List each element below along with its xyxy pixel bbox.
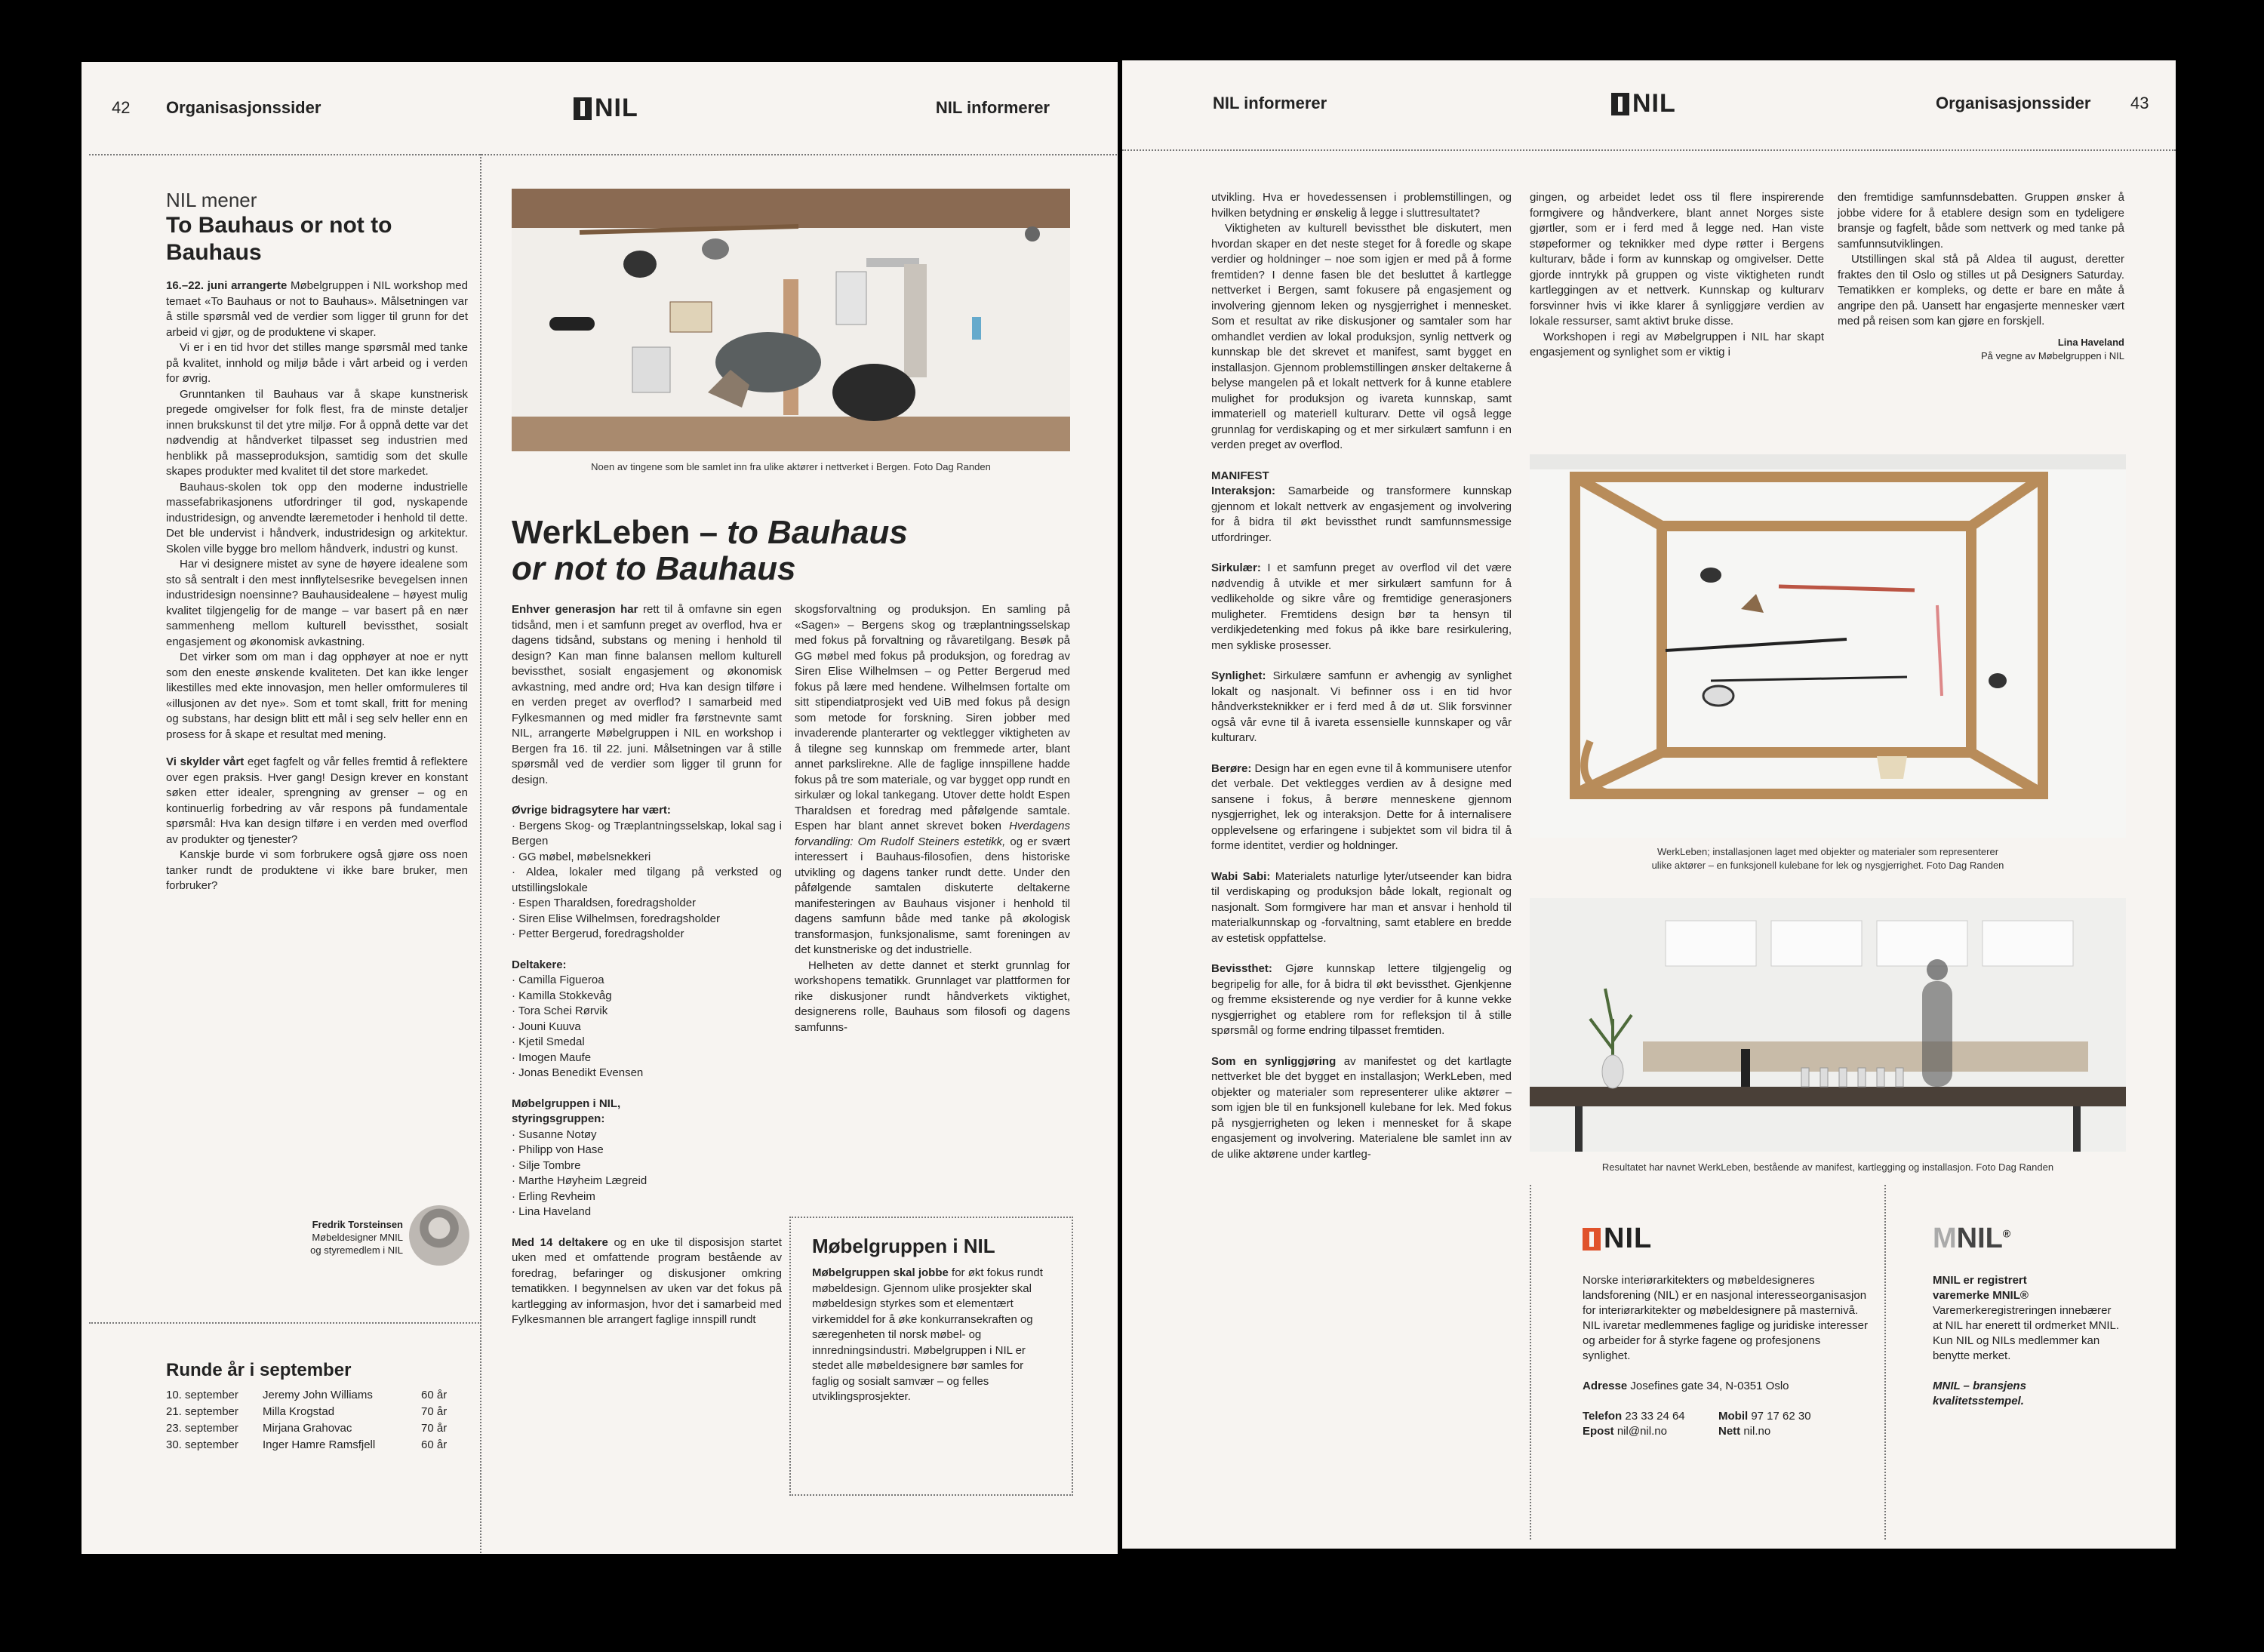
body-paragraph: gingen, og arbeidet ledet oss til flere inspirerende formgivere og håndverkere, blant annet Norges siste gjørtler, som er i ferd med å legge ned. Han viste støpeformer og teknikker med dype røtter i Bergens kulturarv, både i form av kunnskap og omgivelser. Dette gjorde inntrykk på gruppen og viste viktigheten rundt kartleggingen av et nettverk. Kunnskap og kulturarv forsvinner hvis vi ikke klarer å synliggjøre verdien av lokale ressurser, samt aktivt bruke disse. xyxy=(1530,191,1824,328)
birthday-name: Inger Hamre Ramsfjell xyxy=(263,1438,376,1451)
birthday-age: 60 år xyxy=(421,1389,448,1401)
birthday-divider xyxy=(89,1322,481,1324)
exhibition-illustration xyxy=(1530,898,2126,1152)
exhibition-photo xyxy=(1530,898,2126,1152)
nil-web[interactable]: Nett nil.no xyxy=(1718,1425,1771,1438)
birthday-age: 60 år xyxy=(421,1438,448,1451)
header-right: NIL informerer xyxy=(935,98,1050,117)
right-page xyxy=(1122,60,2176,1549)
list-item: · Petter Bergerud, foredragsholder xyxy=(512,928,684,940)
birthday-date: 30. september xyxy=(166,1438,238,1451)
list-item: · Imogen Maufe xyxy=(512,1051,592,1064)
mener-paragraph: Vi skylder vårt eget fagfelt og vår felles fremtid å reflektere over egen praksis. Hver gang! Design krever en konstant søken etter idealer, sprengning av grenser – og en kontinuerlig forbedring av vår respons på fundamentale spørsmål: Hva kan design tilføre i en verden med overflod av produkter og tjenester? xyxy=(166,755,468,846)
manifest-item: Interaksjon: Samarbeide og transformere kunnskap gjennom et lokalt nettverk av engasjement og involvering for å bidra til økt bevissthet rundt samfunnsmessige utfordringer. xyxy=(1211,485,1512,544)
list-item: · Siren Elise Wilhelmsen, foredragsholder xyxy=(512,912,720,925)
title-part: WerkLeben – xyxy=(512,514,727,551)
column-divider xyxy=(1530,1185,1531,1540)
participants-title: Deltakere: xyxy=(512,958,567,971)
page-number: 42 xyxy=(112,98,131,117)
author-avatar xyxy=(409,1205,469,1266)
nil-box-logo-icon xyxy=(1583,1228,1601,1251)
mener-paragraph: Har vi designere mistet av syne de høyere idealene som sto så sentralt i den mest innflytelsesrike bevegelsen innen industridesign noensinne? Bauhausidealene – høyest mulig kvalitet tilgjengelig for de mange – var basert på en nær sammenheng mellom kulturell bevissthet, sosialt engasjement og økonomisk avkastning. xyxy=(166,558,468,648)
caption-line: WerkLeben; installasjonen laget med objekter og materialer som representerer xyxy=(1656,846,1999,857)
mnil-title: MNIL er registrert xyxy=(1933,1274,2027,1287)
birthday-name: Milla Krogstad xyxy=(263,1405,335,1418)
nil-mener xyxy=(166,189,468,894)
nil-logo-icon xyxy=(574,97,592,120)
list-item: · Camilla Figueroa xyxy=(512,974,604,986)
header-divider xyxy=(89,154,1118,155)
birthday-row xyxy=(166,1387,468,1404)
mobelgruppen-box xyxy=(789,1217,1073,1496)
mnil-logo-m: M xyxy=(1933,1223,1957,1254)
list-item: · Jouni Kuuva xyxy=(512,1020,581,1033)
article-column-1 xyxy=(512,602,782,1328)
nil-info-box xyxy=(1583,1223,1869,1439)
caption-line: ulike aktører – en funksjonell kulebane for lek og nysgjerrighet. Foto Dag Randen xyxy=(1651,860,2004,871)
participants-list xyxy=(512,973,782,1081)
birthday-row xyxy=(166,1420,468,1437)
list-item: · Bergens Skog- og Træplantningsselskap, lokal sag i Bergen xyxy=(512,819,782,848)
page-number: 43 xyxy=(2130,94,2149,112)
nil-email[interactable]: Epost nil@nil.no xyxy=(1583,1425,1667,1438)
list-item: · Espen Tharaldsen, foredragsholder xyxy=(512,897,697,909)
body-paragraph: den fremtidige samfunnsdebatten. Gruppen ønsker å jobbe videre for å etablere design som en tydeligere bransje og fagfelt, både som nettverk og med tanke på samfunnsutviklingen. xyxy=(1838,191,2124,251)
list-item: · Philipp von Hase xyxy=(512,1143,604,1156)
mnil-slogan: MNIL – bransjens xyxy=(1933,1380,2026,1392)
header-left: NIL informerer xyxy=(1213,94,1327,112)
list-item: · Lina Haveland xyxy=(512,1205,592,1218)
header-divider xyxy=(1122,149,2176,151)
left-page xyxy=(82,62,1118,1554)
collected-items-photo xyxy=(512,189,1070,451)
list-item: · Tora Schei Rørvik xyxy=(512,1004,608,1017)
body-paragraph: skogsforvaltning og produksjon. En samling på «Sagen» – Bergens skog og træplantningsselskap med fokus på forvaltning og råvaretilgang. Besøk på GG møbel med fokus på produksjon, og foredrag av Siren Elise Wilhelmsen – og Petter Bergerud med fokus på lære med hendene. Wilhelmsen fortalte om sitt stipendiatprosjekt ved UiB med fokus på design som metode for forskning. Siren jobber med invaderende planterarter og vektlegger viktigheten av å tilegne seg kunnskap om fremmede arter, blant annet parkslirekne. Alle de faglige innspillene hadde fokus på tre som materiale, og var bygget opp rundt en sirkulær og lokal tankegang. Utover dette holdt Espen Tharaldsen et foredrag med påfølgende samtale. Espen har blant annet skrevet boken Hverdagens forvandling: Om Rudolf Steiners estetikk, og er svært interessert i Bauhaus-filosofien, dens historiske utvikling og dagens tanker rundt dette. Under den påfølgende samtalen diskuterte deltakerne manifesteringen av Bauhaus visjoner i henhold til dagens samfunn både med tanke på økologisk transformasjon, funksjonalisme, samt foreningen av det kunstneriske og det industrielle. xyxy=(795,603,1070,956)
author-role: Møbeldesigner MNIL xyxy=(312,1232,403,1243)
list-item: · Marthe Høyheim Lægreid xyxy=(512,1174,648,1187)
list-item: · Silje Tombre xyxy=(512,1158,581,1172)
birthdays xyxy=(166,1360,468,1454)
steering-title: Møbelgruppen i NIL, xyxy=(512,1097,621,1110)
items-illustration xyxy=(512,189,1070,451)
birthday-date: 10. september xyxy=(166,1389,238,1401)
author-name: Fredrik Torsteinsen xyxy=(312,1219,403,1230)
manifest-item: Sirkulær: I et samfunn preget av overflod vil det være nødvendig å utvikle et mer sirkulært samfunn for å vedlikeholde og sikre våre og fremtidige generasjoners muligheter. Fremtidens design bør ta hensyn til verdikjedetenking med fokus på ikke bare resirkulering, men sykliske prosesser. xyxy=(1211,561,1512,652)
manifest-list xyxy=(1211,484,1512,1039)
box-title: Møbelgruppen i NIL xyxy=(812,1235,995,1257)
intro-paragraph: Enhver generasjon har rett til å omfavne sin egen tidsånd, men i et samfunn preget av overflod, hva er dagens tidsånd, substans og mening i henhold til design? Kan man finne balansen mellom kulturell bevissthet, sosialt engasjement og økonomisk avkastning, med andre ord; Hva kan design tilføre i en verden preget av overflod? I samarbeid med Fylkesmannen og med midler fra førstnevnte samt NIL, arrangerte Møbelgruppen i NIL en workshop i Bergen fra 16. til 22. juni. Målsetningen var å stille spørsmål ved de verdier som ligger til grunn for design. xyxy=(512,603,782,786)
nil-logo xyxy=(574,94,638,123)
mener-body xyxy=(166,278,468,894)
body-paragraph: Utstillingen skal stå på Aldea til august, deretter fraktes den til Oslo og stilles ut på Designers Saturday. Tematikken er kompleks, og dette er bare en måte å angripe den på. Uansett har engasjerte mennesker vært med på reisen som kan gjøre en forskjell. xyxy=(1838,253,2124,328)
birthday-name: Jeremy John Williams xyxy=(263,1389,373,1401)
mener-title: To Bauhaus or not to Bauhaus xyxy=(166,213,392,265)
author-role: og styremedlem i NIL xyxy=(310,1244,403,1256)
mnil-logo-text: NIL xyxy=(1956,1223,2003,1254)
steering-title: styringsgruppen: xyxy=(512,1112,605,1125)
birthday-age: 70 år xyxy=(421,1422,448,1435)
steering-list xyxy=(512,1127,782,1220)
nil-phone: Telefon 23 33 24 64 xyxy=(1583,1410,1685,1423)
manifest-item: Berøre: Design har en egen evne til å kommunisere utenfor det verbale. Det vektlegges verdien av å designe med sansene i fokus, å berøre menneskene gjennom nysgjerrighet, lek og interaksjon. Dette for å internalisere opplevelsene og erfaringene i subjektet som vil bidra til å forme identitet, verdier og holdninger. xyxy=(1211,761,1512,852)
nil-logo-text: NIL xyxy=(1632,89,1676,118)
mener-paragraph: Bauhaus-skolen tok opp den moderne industrielle massefabrikasjonens utfordringer til god, nyskapende industridesign, og anvendte læremetoder i henhold til dette. Det ble undervist i håndverk, industridesign og arkitektur. Skolen ville bygge bro mellom håndverk, industri og kunst. xyxy=(166,480,468,555)
body-paragraph: Viktigheten av kulturell bevissthet ble diskutert, men hvordan skaper en det neste steget for å foredle og skape verdier og holdninger – noe som igjen er med på å forme fremtiden? I denne fasen ble det besluttet å kartlegge nettverket i Bergen, samt fokusere på engasjement og involvering gjennom leken og nysgjerrighet i mennesket. Som et resultat av rike diskusjoner og samtaler som har omhandlet verdien av lokal produksjon, synlig nettverk og kunnskap ble det skrevet et manifest, samt bygget en installasjon. Gjennom problemstillingen ønsker deltakerne å belyse mangelen på et lokalt nettverk for å kunne etablere mulighet for produksjon og ivareta kunnskap, samt immateriell og materiell kulturarv. Dette vil også legge grunnlag for verdiskaping og et mer sirkulært samfunn i en verden preget av overflod. xyxy=(1211,222,1512,451)
column-divider xyxy=(480,154,481,1554)
installation-caption xyxy=(1530,845,2126,872)
mener-paragraph: Vi er i en tid hvor det stilles mange spørsmål med tanke på kvalitet, innhold og miljø både i vårt arbeid og i verden for øvrig. xyxy=(166,341,468,385)
box-text: Møbelgruppen skal jobbe for økt fokus rundt møbeldesign. Gjennom ulike prosjekter skal møbeldesign styrkes som et elementært virkemiddel for å øke konkurransekraften og særegenheten til norsk møbel- og innredningsindustri. Møbelgruppen i NIL er stedet alle møbeldesignere bør samles for faglig og sosialt samvær – og felles utviklingsprosjekter. xyxy=(812,1266,1043,1403)
right-column-c xyxy=(1838,190,2124,363)
list-item: · Aldea, lokaler med tilgang på verksted og utstillingslokale xyxy=(512,866,782,894)
list-item: · Kjetil Smedal xyxy=(512,1035,585,1048)
nil-address: Adresse Josefines gate 34, N-0351 Oslo xyxy=(1583,1380,1789,1392)
manifest-title: MANIFEST xyxy=(1211,469,1269,482)
birthdays-title: Runde år i september xyxy=(166,1360,352,1380)
birthday-age: 70 år xyxy=(421,1405,448,1418)
mener-paragraph: Kanskje burde vi som forbrukere også gjøre oss noen tanker rundt de produktene vi ikke bare bruker, men forbruker? xyxy=(166,848,468,892)
right-column-a xyxy=(1211,190,1512,1162)
mener-author xyxy=(232,1218,403,1257)
list-item: · Erling Revheim xyxy=(512,1189,595,1203)
birthday-list xyxy=(166,1387,468,1454)
birthday-date: 21. september xyxy=(166,1405,238,1418)
mnil-title: varemerke MNIL® xyxy=(1933,1289,2029,1302)
contributors-title: Øvrige bidragsytere har vært: xyxy=(512,804,671,817)
list-item: · Susanne Notøy xyxy=(512,1127,597,1141)
section-label: Organisasjonssider xyxy=(1936,94,2091,112)
body-paragraph: utvikling. Hva er hovedessensen i problemstillingen, og hvilken betydning er ønskelig å legge i sluttresultatet? xyxy=(1211,191,1512,220)
nil-description: Norske interiørarkitekters og møbeldesigneres landsforening (NIL) er en nasjonal interesseorganisasjon for interiørarkitekter og møbeldesignere på masternivå. NIL ivaretar medlemmenes faglige og juridiske interesser og arbeider for å styrke fagene og profesjonens synlighet. xyxy=(1583,1274,1868,1362)
signature-name: Lina Haveland xyxy=(2057,336,2124,348)
body-paragraph: Helheten av dette dannet et sterkt grunnlag for workshopens tematikk. Grunnlaget var plattformen for rike diskusjoner rundt håndverkets viktighet, designerens rolle, Bauhaus som filosofi og dagens samfunns- xyxy=(795,958,1070,1034)
nil-logo-icon xyxy=(1611,93,1629,115)
nil-logo xyxy=(1611,89,1676,118)
manifest-item: Synlighet: Sirkulære samfunn er avhengig av synlighet lokalt og nasjonalt. Vi befinner oss i en tid hvor håndverksteknikker er i ferd med å dø ut. Slik forsvinner også vår evne til å ivareta essensielle kunnskaper og vår kulturarv. xyxy=(1211,669,1512,744)
mener-paragraph: Grunntanken til Bauhaus var å skape kunstnerisk pregede omgivelser for folk flest, fra de minste detaljer innen brukskunst til det ytre miljø. For å oppnå dette var det nødvendig at håndverket tilpasset seg industrien med henblikk på masseproduksjon, samtidig som det skulle skapes produkter med kvalitet til det store markedet. xyxy=(166,387,468,478)
column-divider xyxy=(1884,1185,1886,1540)
body-paragraph: Workshopen i regi av Møbelgruppen i NIL har skapt engasjement og synlighet som er viktig i xyxy=(1530,330,1824,358)
nil-box-logo-text: NIL xyxy=(1604,1223,1653,1254)
mnil-slogan: kvalitetsstempel. xyxy=(1933,1395,2024,1407)
contributors-list xyxy=(512,819,782,943)
nil-mobile: Mobil 97 17 62 30 xyxy=(1718,1410,1811,1423)
list-item: · Jonas Benedikt Evensen xyxy=(512,1066,644,1079)
exhibition-caption: Resultatet har navnet WerkLeben, bestående av manifest, kartlegging og installasjon. Foto Dag Randen xyxy=(1601,1161,2054,1173)
program-paragraph: Med 14 deltakere og en uke til disposisjon startet uken med et omfattende program bestående av foredrag, befaringer og diskusjoner omkring tematikken. I begynnelsen av uken var det fokus på kartlegging av informasjon, hvor det i samarbeid med Fylkesmannen ble arrangert faglige innspill rundt xyxy=(512,1235,782,1326)
body-paragraph: Som en synliggjøring av manifestet og det kartlagte nettverket ble det bygget en installasjon; WerkLeben, med objekter og materialer som representerer ulike aktører – som igjen ble til en funksjonell kulebane for lek. Med fokus på nysgjerrigheten og leken i mennesket for å skape engasjement og involvering. Materialene ble samlet inn av de ulike aktørene under kartleg- xyxy=(1211,1054,1512,1161)
article-title xyxy=(512,515,1040,587)
photo-caption: Noen av tingene som ble samlet inn fra ulike aktører i nettverket i Bergen. Foto Dag Randen xyxy=(591,461,991,472)
mnil-text: Varemerkeregistreringen innebærer at NIL har enerett til ordmerket MNIL. Kun NIL og NILs medlemmer kan benytte merket. xyxy=(1933,1304,2120,1362)
right-column-b xyxy=(1530,190,1824,361)
birthday-date: 23. september xyxy=(166,1422,238,1435)
section-label: Organisasjonssider xyxy=(166,98,321,117)
mener-paragraph: 16.–22. juni arrangerte Møbelgruppen i NIL workshop med temaet «To Bauhaus or not to Bauhaus». Målsetningen var å stille spørsmål ved de verdier som ligger til grunn for det arbeid vi gjør, og de produktene vi skaper. xyxy=(166,279,468,339)
list-item: · Kamilla Stokkevåg xyxy=(512,989,612,1002)
birthday-row xyxy=(166,1437,468,1454)
article-column-2 xyxy=(795,602,1070,1035)
title-part: or not to Bauhaus xyxy=(512,550,796,587)
installation-photo xyxy=(1530,454,2126,838)
birthday-row xyxy=(166,1404,468,1420)
manifest-item: Bevissthet: Gjøre kunnskap lettere tilgjengelig og begripelig for alle, for å bidra til økt bevissthet. Gjenkjenne og fremme eksisterende og nye verdier for å kunne vekke nysgjerrighet og etablere rom for refleksjon til å stille spørsmål og forme endring tilpasset fremtiden. xyxy=(1211,962,1512,1037)
birthday-name: Mirjana Grahovac xyxy=(263,1422,352,1435)
title-part: to Bauhaus xyxy=(727,514,908,551)
mener-paragraph: Det virker som om man i dag opphøyer at noe er nytt som den eneste ønskende kvaliteten. Det kan ikke lenger likestilles med ekte innovasjon, men heller omformuleres til «illusjonen av det nye». Som et tomt skall, fritt for mening og substans, har design blitt ett mål i seg selv heller enn en prosess for å skape et resultat med mening. xyxy=(166,651,468,741)
manifest-item: Wabi Sabi: Materialets naturlige lyter/utseender kan bidra til verdiskaping og produksjon både lokalt, regionalt og nasjonalt. Som formgivere har man et ansvar i henhold til materialkunnskap og -forvaltning, samt etablere en bredde av estetisk oppfattelse. xyxy=(1211,869,1512,945)
nil-box-logo xyxy=(1583,1223,1869,1255)
signature xyxy=(1838,336,2124,363)
nil-contact xyxy=(1583,1409,1869,1439)
list-item: · GG møbel, møbelsnekkeri xyxy=(512,850,651,863)
registered-mark: ® xyxy=(2002,1227,2011,1240)
mnil-box xyxy=(1933,1223,2121,1409)
mnil-logo xyxy=(1933,1223,2121,1255)
signature-role: På vegne av Møbelgruppen i NIL xyxy=(1980,349,2124,361)
kicker: NIL mener xyxy=(166,189,257,211)
installation-illustration xyxy=(1530,454,2126,838)
nil-logo-text: NIL xyxy=(595,94,638,122)
